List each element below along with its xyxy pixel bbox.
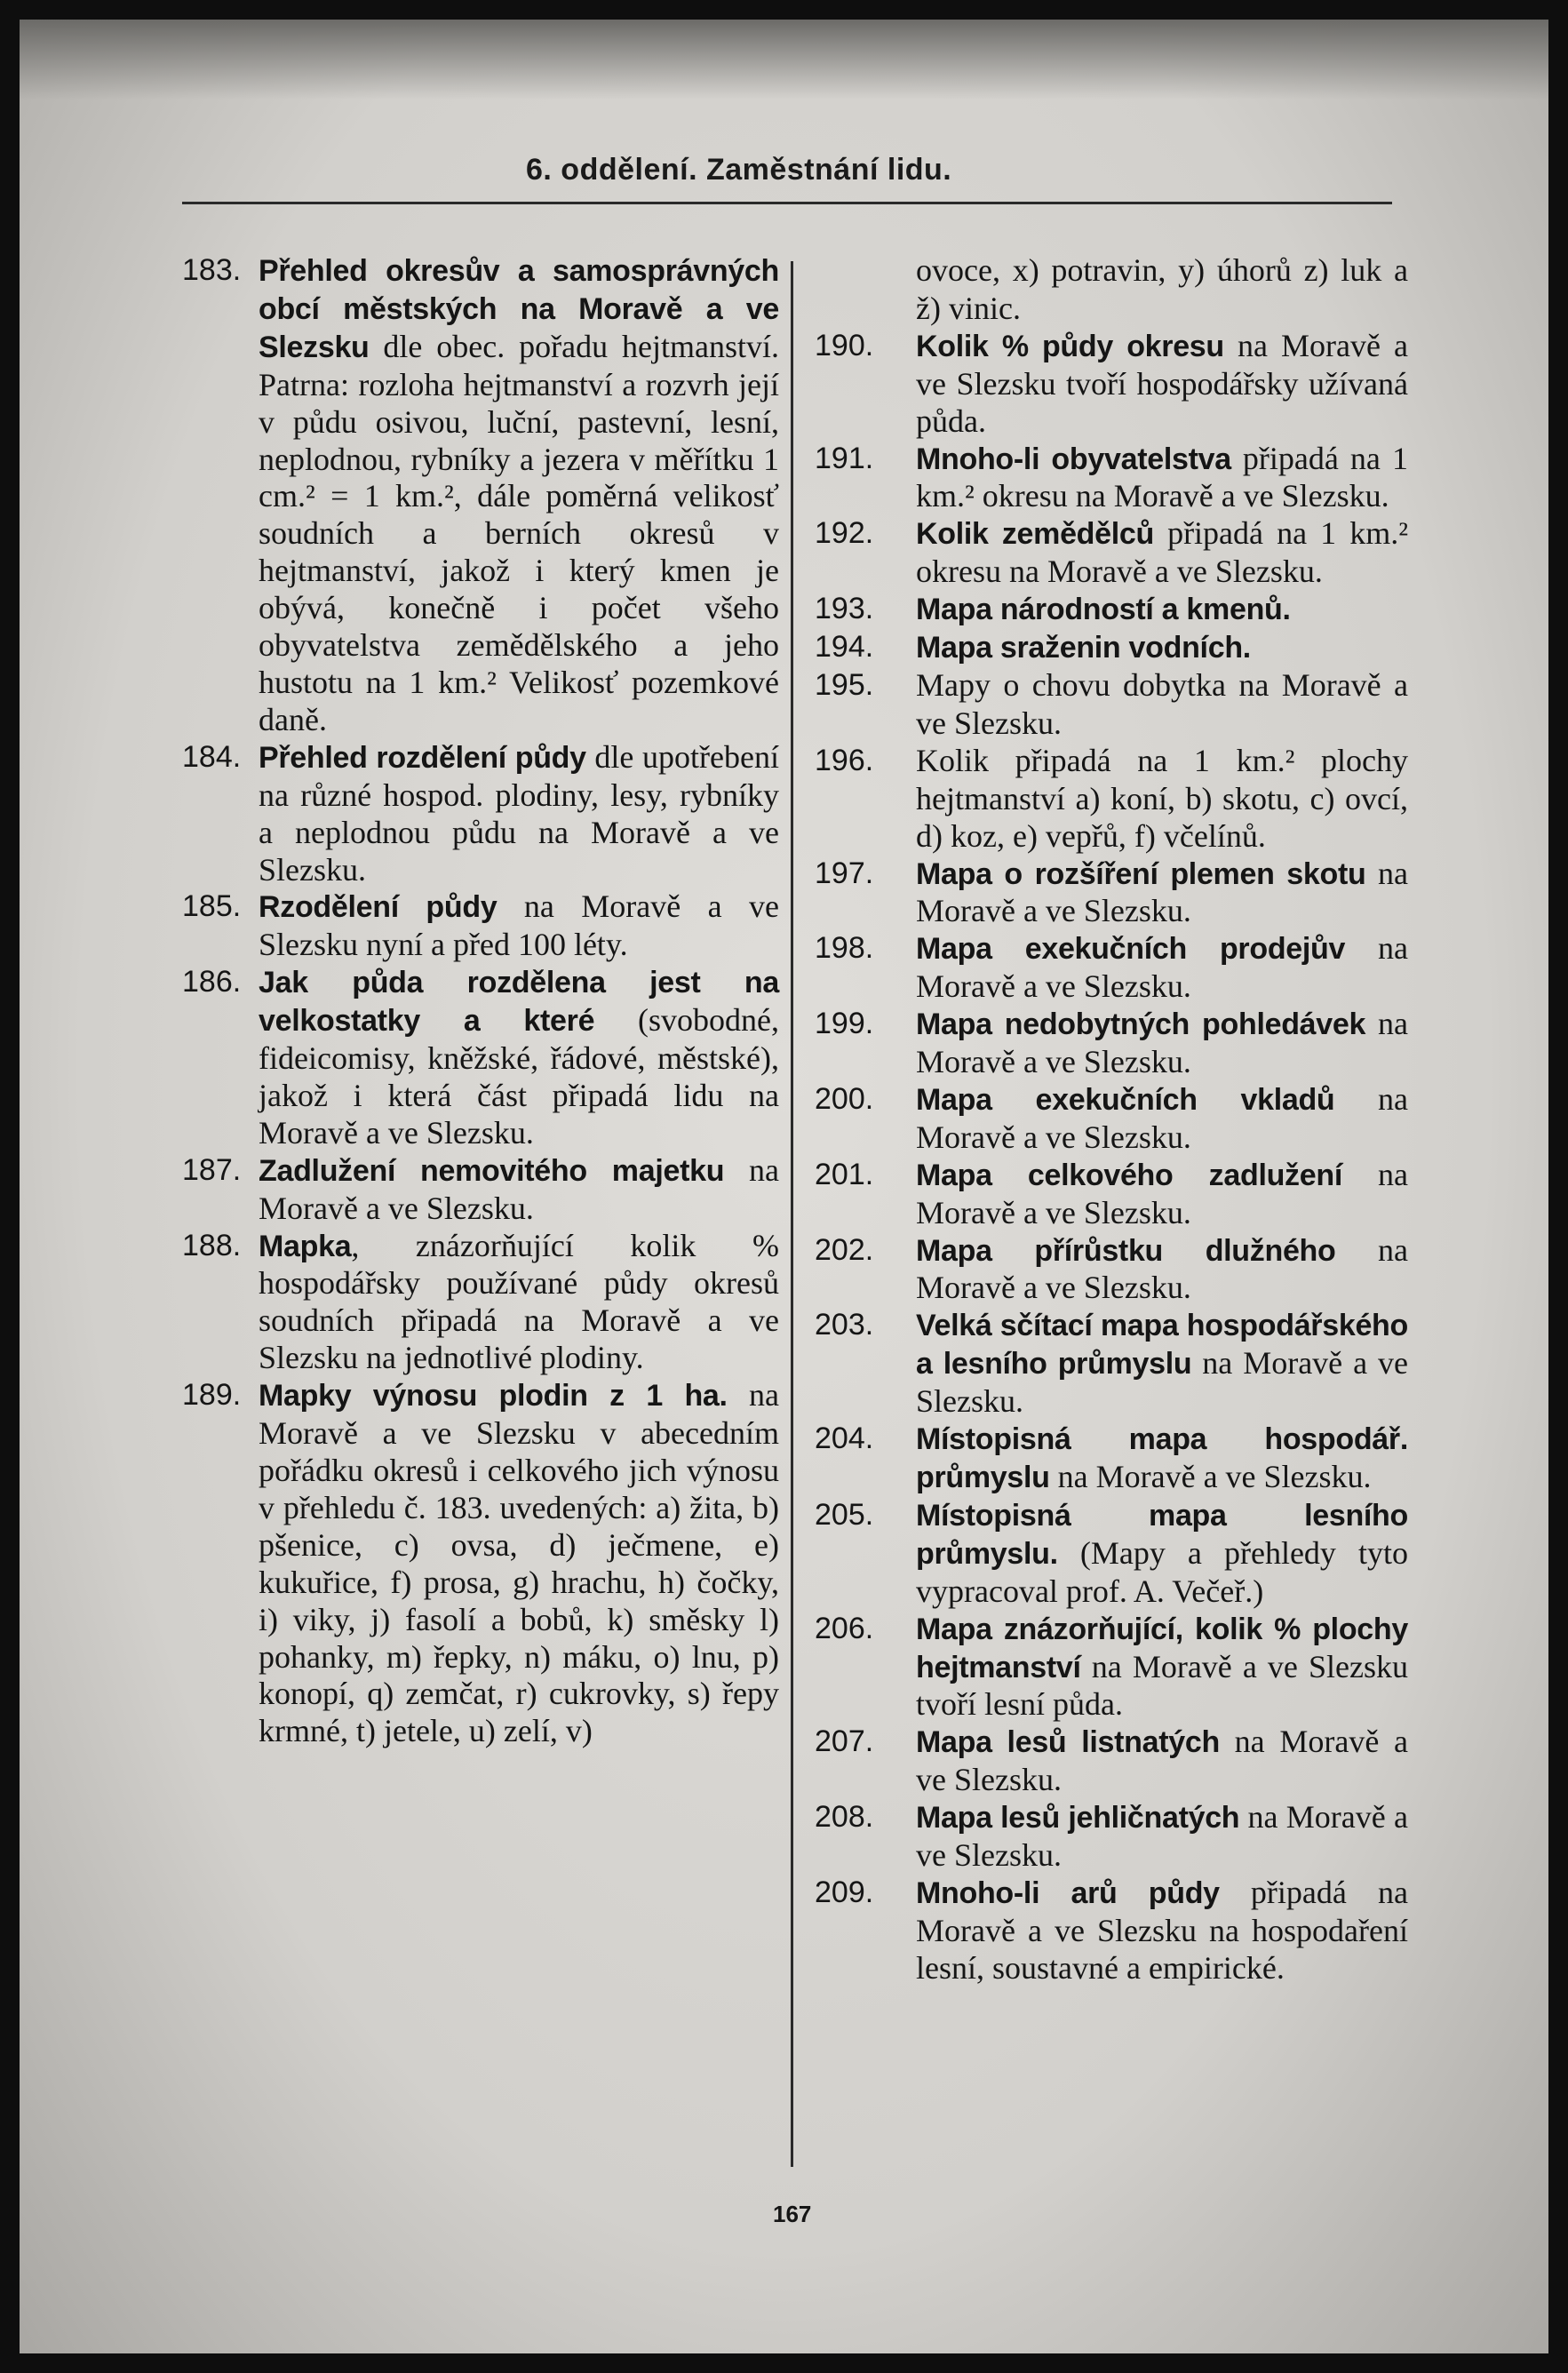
entry-189-continued — [815, 252, 1408, 328]
entry-202 — [815, 1232, 1408, 1308]
entry-191 — [815, 441, 1408, 516]
entry-208 — [815, 1799, 1408, 1875]
entry-heading: Kolik zemědělců — [916, 517, 1154, 552]
entry-number: 209. — [815, 1875, 874, 1909]
entry-number: 187. — [182, 1152, 242, 1187]
entry-200 — [815, 1081, 1408, 1157]
entry-number: 183. — [182, 253, 242, 287]
entry-184 — [182, 739, 779, 889]
entry-text: na Moravě a ve Slezsku. — [1049, 1459, 1372, 1494]
entry-195 — [815, 667, 1408, 743]
entry-heading: Mapa exekučních prodejův — [916, 932, 1346, 967]
entry-heading: Mapka — [259, 1229, 352, 1263]
entry-number: 195. — [815, 667, 874, 702]
entry-heading: Přehled okresův a samosprávných obcí městských na Moravě a ve Slezsku — [259, 254, 779, 364]
entry-188 — [182, 1228, 779, 1378]
entry-207 — [815, 1724, 1408, 1799]
entry-heading: Zadlužení nemovitého majetku — [259, 1153, 725, 1188]
entry-heading: Mapa o rozšíření plemen skotu — [916, 856, 1366, 891]
entry-number: 196. — [815, 743, 874, 777]
entry-text: (Mapy a přehledy tyto vypracoval prof. A. Večeř.) — [916, 1534, 1408, 1609]
left-column — [182, 252, 779, 1750]
entry-text: na Moravě a ve Slezsku. — [916, 855, 1408, 929]
entry-194 — [815, 629, 1408, 667]
header-rule — [182, 202, 1392, 204]
entry-number: 192. — [815, 516, 874, 551]
entry-text: na Moravě a ve Slezsku. — [916, 1345, 1409, 1420]
entry-192 — [815, 515, 1408, 591]
entry-number: 201. — [815, 1157, 874, 1191]
entry-number: 204. — [815, 1421, 874, 1456]
entry-198 — [815, 930, 1408, 1006]
entry-text: na Moravě a ve Slezsku. — [259, 1151, 779, 1226]
entry-heading: Mapa přírůstku dlužného — [916, 1233, 1336, 1268]
entry-number: 205. — [815, 1497, 874, 1532]
entry-193 — [815, 591, 1408, 629]
entry-197 — [815, 856, 1408, 931]
entry-text: Kolik připadá na 1 km.² plochy hejtmanství a) koní, b) skotu, c) ovcí, d) koz, e) vepřů, f) včelínů. — [916, 742, 1408, 854]
entry-heading: Velká sčítací mapa hospodářského a lesního průmyslu — [916, 1309, 1408, 1382]
entry-heading: Místopisná mapa hospodář. průmyslu — [916, 1422, 1408, 1494]
entry-number: 190. — [815, 328, 874, 362]
entry-number: 184. — [182, 739, 242, 774]
entry-number: 207. — [815, 1724, 874, 1759]
entry-text: připadá na 1 km.² okresu na Moravě a ve Slezsku. — [916, 440, 1408, 514]
running-header: 6. oddělení. Zaměstnání lidu. — [526, 153, 952, 187]
entry-text: dle obec. pořadu hejtmanství. Patrna: rozloha hejtmanství a rozvrh její v půdu osivou, luční, pastevní, lesní, neplodnou, rybníky a jezera v měřítku 1 cm.² = 1 km.², dále poměrná velikosť soudních a berních okresů v hejtmanství, jakož i který kmen je obývá, konečně i počet všeho obyvatelstva zemědělského a jeho hustotu na 1 km.² Velikosť pozemkové daně. — [259, 328, 779, 737]
page — [20, 20, 1548, 2353]
entry-185 — [182, 888, 779, 964]
column-divider — [791, 261, 793, 2167]
entry-number: 185. — [182, 889, 242, 924]
entry-number: 200. — [815, 1081, 874, 1116]
entry-heading: Mapa národností a kmenů. — [916, 593, 1291, 627]
entry-heading: Kolik % půdy okresu — [916, 329, 1224, 363]
entry-number: 198. — [815, 931, 874, 966]
entry-text: na Moravě a ve Slezsku. — [916, 1156, 1408, 1230]
entry-heading: Mnoho-li obyvatelstva — [916, 442, 1231, 476]
entry-187 — [182, 1152, 779, 1228]
entry-number: 203. — [815, 1308, 874, 1342]
entry-number: 189. — [182, 1378, 242, 1413]
entry-heading: Mapa znázorňující, kolik % plochy hejtmanství — [916, 1612, 1408, 1684]
entry-text: na Moravě a ve Slezsku nyní a před 100 léty. — [259, 888, 779, 963]
entry-203 — [815, 1307, 1408, 1421]
right-column — [815, 252, 1408, 1987]
entry-186 — [182, 964, 779, 1152]
entry-text: na Moravě a ve Slezsku. — [916, 1231, 1408, 1306]
entry-number: 208. — [815, 1800, 874, 1835]
entry-number: 194. — [815, 630, 874, 665]
entry-number: 206. — [815, 1611, 874, 1645]
entry-heading: Přehled rozdělení půdy — [259, 740, 586, 775]
entry-text: , znázorňující kolik % hospodářsky používané půdy okresů soudních připadá na Moravě a ve Slezsku na jednotlivé plodiny. — [259, 1227, 779, 1376]
entry-text: na Moravě a ve Slezsku tvoří lesní půda. — [916, 1648, 1408, 1723]
entry-text: (svobodné, fideicomisy, kněžské, řádové, městské), jakož i která část připadá lidu na Moravě a ve Slezsku. — [259, 1002, 779, 1151]
entry-text: na Moravě a ve Slezsku. — [916, 1006, 1408, 1080]
entry-183 — [182, 252, 779, 739]
entry-text: připadá na 1 km.² okresu na Moravě a ve Slezsku. — [916, 515, 1408, 590]
entry-heading: Mapa sraženin vodních. — [916, 631, 1251, 665]
entry-number: 188. — [182, 1228, 242, 1262]
entry-text: na Moravě a ve Slezsku. — [916, 930, 1408, 1005]
entry-text: připadá na Moravě a ve Slezsku na hospodaření lesní, soustavné a empirické. — [916, 1874, 1408, 1986]
scan-shadow — [20, 20, 1548, 100]
entry-heading: Mapa exekučních vkladů — [916, 1082, 1335, 1117]
entry-heading: Mapa lesů listnatých — [916, 1725, 1220, 1760]
entry-heading: Mapa celkového zadlužení — [916, 1158, 1342, 1192]
entry-201 — [815, 1157, 1408, 1232]
entry-204 — [815, 1421, 1408, 1497]
entry-heading: Mnoho-li arů půdy — [916, 1875, 1220, 1910]
entry-text: ovoce, x) potravin, y) úhorů z) luk a ž) vinic. — [916, 252, 1408, 326]
entry-text: na Moravě a ve Slezsku tvoří hospodářsky užívaná půda. — [916, 327, 1408, 439]
entry-190 — [815, 328, 1408, 441]
entry-196 — [815, 743, 1408, 856]
entry-heading: Jak půda rozdělena jest na velkostatky a které — [259, 966, 779, 1039]
entry-text: na Moravě a ve Slezsku. — [916, 1080, 1408, 1155]
entry-205 — [815, 1497, 1408, 1611]
entry-text: na Moravě a ve Slezsku v abecedním pořádku okresů i celkového jich výnosu v přehledu č. 183. uvedených: a) žita, b) pšenice, c) ovsa, d) ječmene, e) kukuřice, f) prosa, g) hrachu, h) čočky, i) viky, j) fasolí a bobů, k) směsky l) pohanky, m) řepky, n) máku, o) lnu, p) konopí, q) zemčat, r) cukrovky, s) řepy krmné, t) jetele, u) zelí, v) — [259, 1377, 780, 1749]
entry-heading: Mapa lesů jehličnatých — [916, 1801, 1240, 1835]
entry-206 — [815, 1611, 1408, 1724]
entry-number: 191. — [815, 441, 874, 475]
entry-text: na Moravě a ve Slezsku. — [916, 1799, 1408, 1874]
entry-189 — [182, 1377, 779, 1750]
entry-heading: Mapa nedobytných pohledávek — [916, 1007, 1366, 1042]
entry-text: Mapy o chovu dobytka na Moravě a ve Slezsku. — [916, 666, 1408, 741]
entry-number: 186. — [182, 965, 242, 999]
entry-199 — [815, 1006, 1408, 1081]
entry-number: 197. — [815, 856, 874, 890]
entry-heading: Mapky výnosu plodin z 1 ha. — [259, 1379, 728, 1413]
entry-number: 199. — [815, 1007, 874, 1041]
entry-heading: Místopisná mapa lesního průmyslu. — [916, 1498, 1408, 1571]
entry-heading: Rzodělení půdy — [259, 890, 497, 925]
entry-number: 193. — [815, 592, 874, 626]
entry-209 — [815, 1875, 1408, 1987]
entry-text: dle upotřebení na různé hospod. plodiny, lesy, rybníky a neplodnou půdu na Moravě a ve Slezsku. — [259, 738, 779, 888]
page-number: 167 — [773, 2201, 812, 2227]
entry-text: na Moravě a ve Slezsku. — [916, 1724, 1408, 1798]
entry-number: 202. — [815, 1232, 874, 1267]
